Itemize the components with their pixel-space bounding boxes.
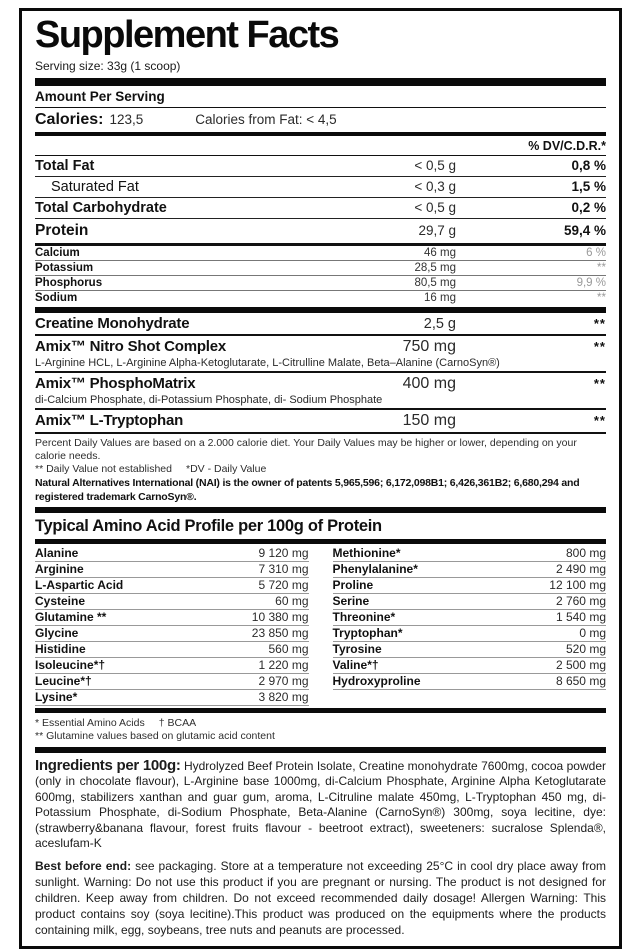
amino-name: Valine*† bbox=[332, 658, 379, 673]
nutrient-row bbox=[35, 198, 606, 219]
amino-value: 60 mg bbox=[275, 594, 309, 609]
amino-row bbox=[333, 642, 607, 658]
amino-name: Isoleucine*† bbox=[35, 658, 106, 673]
complex-name: Amix™ L-Tryptophan bbox=[35, 411, 184, 429]
mineral-name: Sodium bbox=[35, 291, 78, 304]
complex-amount: 400 mg bbox=[402, 374, 456, 392]
mineral-amount: 16 mg bbox=[424, 291, 456, 304]
nutrient-name: Total Fat bbox=[35, 157, 95, 174]
amino-row bbox=[333, 674, 607, 690]
amino-column-right bbox=[333, 546, 607, 690]
nutrient-name: Protein bbox=[35, 221, 89, 239]
storage-warning-text: see packaging. Store at a temperature not exceeding 25°C in cool dry place away from sunlight. Warning: Do not use this product if you are pregnant or nursing. The product is not designed for children. Keep away from children. Do not exceed recommended daily dosage! Allergen Warning: This product contains soy (soya lecitine).This product was produced on the equipments where the products containing milk, egg, soybeans, tree nuts and peanuts are processed. bbox=[35, 858, 607, 937]
thick-divider bbox=[35, 78, 606, 86]
calories-row bbox=[35, 108, 606, 132]
daily-values-footnote: Percent Daily Values are based on a 2.000 calorie diet. Your Daily Values may be higher or lower, depending on your calorie needs. bbox=[35, 436, 577, 462]
supplement-facts-title: Supplement Facts bbox=[35, 14, 339, 56]
amino-row bbox=[333, 626, 607, 642]
amino-value: 7 310 mg bbox=[258, 562, 309, 577]
best-before-label: Best before end: bbox=[35, 858, 132, 873]
amino-column-left bbox=[35, 546, 309, 706]
amino-value: 23 850 mg bbox=[251, 626, 309, 641]
thick-divider bbox=[35, 708, 606, 713]
mineral-name: Potassium bbox=[35, 261, 94, 274]
complex-dv: ** bbox=[593, 412, 606, 428]
complex-dv: ** bbox=[593, 315, 606, 331]
amino-row bbox=[35, 642, 309, 658]
mineral-amount: 46 mg bbox=[424, 246, 456, 259]
nutrient-row bbox=[35, 219, 606, 246]
amino-name: Hydroxyproline bbox=[332, 674, 421, 689]
mineral-dv: 6 % bbox=[586, 246, 606, 259]
thick-divider bbox=[35, 747, 606, 753]
amino-row bbox=[35, 578, 309, 594]
storage-warning-paragraph bbox=[35, 858, 606, 938]
amino-name: Serine bbox=[332, 594, 370, 609]
complex-amount: 150 mg bbox=[402, 411, 456, 429]
mineral-row bbox=[35, 246, 606, 261]
complex-table bbox=[35, 313, 606, 434]
amino-name: Phenylalanine* bbox=[332, 562, 418, 577]
amino-value: 9 120 mg bbox=[258, 546, 309, 561]
footnote-block bbox=[35, 434, 606, 504]
complex-amount: 2,5 g bbox=[423, 315, 456, 332]
complex-amount: 750 mg bbox=[402, 337, 456, 355]
complex-name: Amix™ Nitro Shot Complex bbox=[35, 337, 227, 355]
nutrient-row bbox=[35, 156, 606, 177]
nutrient-name: Total Carbohydrate bbox=[35, 199, 167, 216]
complex-name: Amix™ PhosphoMatrix bbox=[35, 374, 196, 392]
complex-dv: ** bbox=[593, 338, 606, 354]
amino-value: 10 380 mg bbox=[251, 610, 309, 625]
amino-row bbox=[333, 562, 607, 578]
amino-name: Alanine bbox=[35, 546, 79, 561]
mineral-dv: 9,9 % bbox=[576, 276, 606, 289]
amino-row bbox=[35, 562, 309, 578]
nutrient-name: Saturated Fat bbox=[51, 178, 139, 195]
amino-value: 560 mg bbox=[268, 642, 309, 657]
amino-name: Tyrosine bbox=[332, 642, 382, 657]
amino-name: L-Aspartic Acid bbox=[35, 578, 124, 593]
amino-name: Tryptophan* bbox=[332, 626, 403, 641]
amino-value: 2 500 mg bbox=[555, 658, 606, 673]
mineral-row bbox=[35, 261, 606, 276]
calories-from-fat: Calories from Fat: < 4,5 bbox=[195, 111, 337, 127]
nutrient-dv: 0,2 % bbox=[571, 199, 606, 215]
complex-ingredients: L-Arginine HCL, L-Arginine Alpha-Ketoglutarate, L-Citrulline Malate, Beta–Alanine (CarnoSyn®) bbox=[35, 356, 500, 369]
thick-divider bbox=[35, 539, 606, 544]
amino-row bbox=[35, 594, 309, 610]
amino-name: Threonine* bbox=[332, 610, 396, 625]
ingredients-paragraph bbox=[35, 758, 606, 852]
serving-size: Serving size: 33g (1 scoop) bbox=[35, 58, 181, 73]
complex-dv: ** bbox=[593, 375, 606, 391]
nutrient-table bbox=[35, 156, 606, 246]
nutrient-row bbox=[35, 177, 606, 198]
complex-row bbox=[35, 315, 606, 332]
nutrient-amount: < 0,5 g bbox=[414, 199, 456, 215]
ingredients-text: Hydrolyzed Beef Protein Isolate, Creatine monohydrate 7600mg, cocoa powder (only in chocolate flavour), L-Arginine base 1000mg, di-Calcium Phosphate, Arginine Alpha Ketoglutarate 600mg, stabilizers xanthan and guar gum, aroma, L-Citruline malate 450mg, L-Tryptophan 450 mg, di-Potassium Phosphate, di-Sodium Phosphate, Beta-Alanine (CarnoSyn®) 300mg, soya lecitine, dye: (strawberry&banana flavour, forest fruits flavour - beetroot extract), sweeteners: sucralose Splenda®, aceslufam-K bbox=[35, 758, 606, 851]
nutrient-amount: < 0,5 g bbox=[414, 157, 456, 173]
essential-amino-footnote: * Essential Amino Acids † BCAA bbox=[35, 716, 197, 729]
amino-value: 12 100 mg bbox=[549, 578, 606, 593]
amino-row bbox=[333, 658, 607, 674]
mineral-dv: ** bbox=[597, 261, 606, 274]
calories-label: Calories: bbox=[35, 110, 104, 128]
mineral-name: Calcium bbox=[35, 246, 80, 259]
complex-block bbox=[35, 313, 606, 336]
amino-value: 1 220 mg bbox=[258, 658, 309, 673]
dv-not-established-footnote: ** Daily Value not established *DV - Daily Value bbox=[35, 462, 267, 475]
nutrient-amount: 29,7 g bbox=[418, 222, 456, 238]
amino-row bbox=[333, 594, 607, 610]
amino-value: 2 760 mg bbox=[555, 594, 606, 609]
amino-row bbox=[35, 690, 309, 706]
amino-row bbox=[333, 610, 607, 626]
amino-row bbox=[35, 546, 309, 562]
mineral-row bbox=[35, 291, 606, 305]
daily-value-header: % DV/C.D.R.* bbox=[35, 137, 606, 156]
amino-row bbox=[333, 546, 607, 562]
amino-name: Cysteine bbox=[35, 594, 86, 609]
nutrient-dv: 0,8 % bbox=[571, 157, 606, 173]
calories-value: 123,5 bbox=[109, 111, 144, 127]
amino-name: Proline bbox=[332, 578, 374, 593]
ingredients-label: Ingredients per 100g: bbox=[35, 756, 181, 774]
amino-row bbox=[333, 578, 607, 594]
amino-value: 1 540 mg bbox=[555, 610, 606, 625]
amino-value: 520 mg bbox=[565, 642, 606, 657]
mineral-amount: 28,5 mg bbox=[414, 261, 456, 274]
amino-row bbox=[35, 658, 309, 674]
supplement-facts-label bbox=[19, 8, 622, 949]
mineral-table bbox=[35, 246, 606, 305]
amino-name: Glutamine ** bbox=[35, 610, 107, 625]
nutrient-dv: 1,5 % bbox=[571, 178, 606, 194]
glutamine-footnote: ** Glutamine values based on glutamic acid content bbox=[35, 729, 275, 742]
amino-value: 2 970 mg bbox=[258, 674, 309, 689]
amino-name: Glycine bbox=[35, 626, 79, 641]
amino-name: Methionine* bbox=[332, 546, 401, 561]
amino-name: Histidine bbox=[35, 642, 86, 657]
nutrient-dv: 59,4 % bbox=[563, 222, 606, 238]
medium-divider bbox=[35, 132, 606, 136]
amino-value: 8 650 mg bbox=[555, 674, 606, 689]
amino-row bbox=[35, 610, 309, 626]
mineral-name: Phosphorus bbox=[35, 276, 103, 289]
complex-ingredients: di-Calcium Phosphate, di-Potassium Phosphate, di- Sodium Phosphate bbox=[35, 393, 383, 406]
amino-profile-title: Typical Amino Acid Profile per 100g of Protein bbox=[35, 516, 382, 535]
mineral-amount: 80,5 mg bbox=[414, 276, 456, 289]
amino-value: 5 720 mg bbox=[258, 578, 309, 593]
patents-footnote: Natural Alternatives International (NAI) is the owner of patents 5,965,596; 6,172,098B1; 6,426,361B2; 6,680,294 and registered trademark CarnoSyn®. bbox=[35, 476, 580, 503]
amino-row bbox=[35, 626, 309, 642]
amino-value: 0 mg bbox=[579, 626, 606, 641]
amino-name: Leucine*† bbox=[35, 674, 92, 689]
amino-name: Lysine* bbox=[35, 690, 78, 705]
complex-block bbox=[35, 336, 606, 373]
amino-value: 3 820 mg bbox=[258, 690, 309, 705]
amino-footnotes bbox=[35, 717, 606, 743]
amino-value: 2 490 mg bbox=[555, 562, 606, 577]
amino-row bbox=[35, 674, 309, 690]
amino-value: 800 mg bbox=[565, 546, 606, 561]
amino-acid-table bbox=[35, 546, 606, 706]
mineral-row bbox=[35, 276, 606, 291]
complex-row bbox=[35, 412, 606, 430]
amino-name: Arginine bbox=[35, 562, 84, 577]
nutrient-amount: < 0,3 g bbox=[414, 178, 456, 194]
mineral-dv: ** bbox=[597, 291, 606, 304]
complex-row bbox=[35, 375, 606, 393]
complex-row bbox=[35, 338, 606, 356]
amount-per-serving-header: Amount Per Serving bbox=[35, 86, 606, 108]
complex-name: Creatine Monohydrate bbox=[35, 314, 190, 332]
complex-block bbox=[35, 373, 606, 410]
complex-block bbox=[35, 410, 606, 434]
